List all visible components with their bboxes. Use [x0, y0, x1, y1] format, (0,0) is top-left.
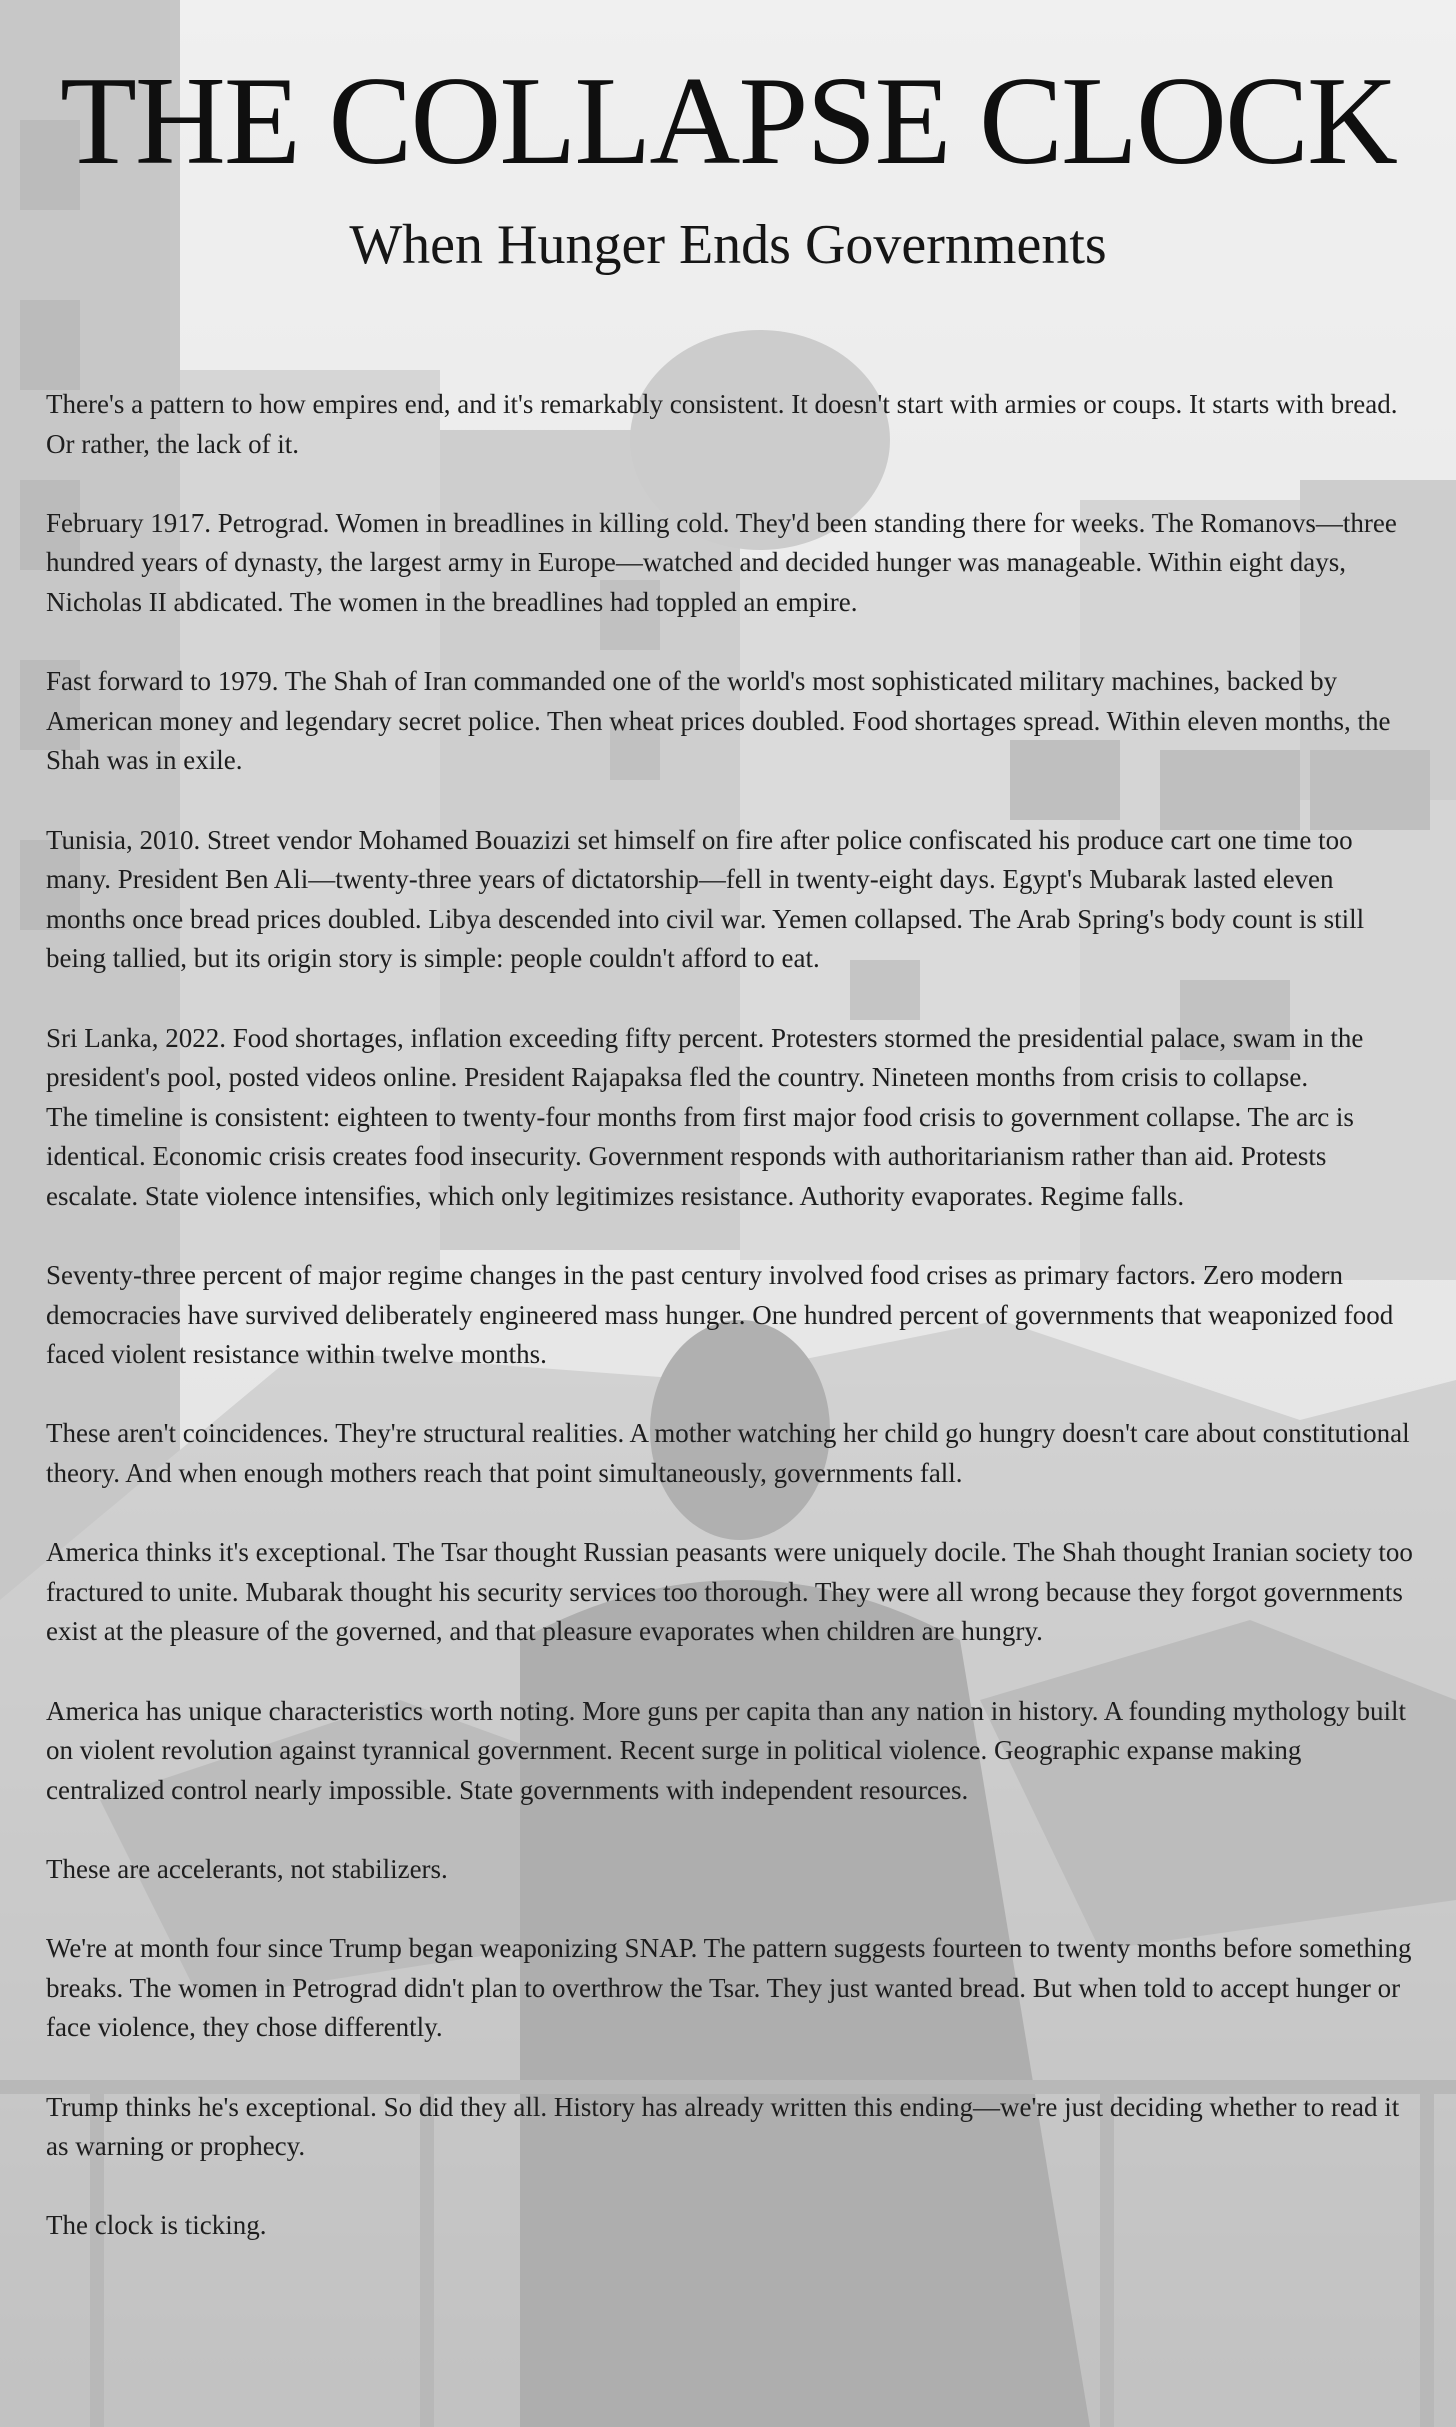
paragraph: The clock is ticking.: [46, 2210, 267, 2241]
paragraph: Sri Lanka, 2022. Food shortages, inflation exceeding fifty percent. Protesters stormed the presidential palace, swam in the president's pool, posted videos online. President Rajapaksa fled the country. Nineteen months from crisis to collapse.: [46, 1022, 1364, 1093]
paragraph: The timeline is consistent: eighteen to twenty-four months from first major food crisis to government collapse. The arc is identical. Economic crisis creates food insecurity. Government responds with authoritarianism rather than aid. Protests escalate. State violence intensifies, which only legitimizes resistance. Authority evaporates. Regime falls.: [46, 1101, 1354, 1211]
paragraph: America thinks it's exceptional. The Tsar thought Russian peasants were uniquely docile. The Shah thought Iranian society too fractured to unite. Mubarak thought his security services too thorough. They were all wrong because they forgot governments exist at the pleasure of the governed, and that pleasure evaporates when children are hungry.: [46, 1537, 1413, 1647]
paragraph: There's a pattern to how empires end, and it's remarkably consistent. It doesn't start with armies or coups. It starts with bread. Or rather, the lack of it.: [46, 389, 1398, 459]
paragraph: Trump thinks he's exceptional. So did they all. History has already written this ending—we're just deciding whether to read it as warning or prophecy.: [46, 2091, 1400, 2162]
paragraph: These are accelerants, not stabilizers.: [46, 1853, 448, 1884]
paragraph: Tunisia, 2010. Street vendor Mohamed Bouazizi set himself on fire after police confiscated his produce cart one time too many. President Ben Ali—twenty-three years of dictatorship—fell in twenty-eight days. Egypt's Mubarak lasted eleven months once bread prices doubled. Libya descended into civil war. Yemen collapsed. The Arab Spring's body count is still being tallied, but its origin story is simple: people couldn't afford to eat.: [46, 824, 1365, 974]
page-title: THE COLLAPSE CLOCK: [59, 52, 1397, 191]
paragraph: February 1917. Petrograd. Women in breadlines in killing cold. They'd been standing there for weeks. The Romanovs—three hundred years of dynasty, the largest army in Europe—watched and decided hunger was manageable. Within eight days, Nicholas II abdicated. The women in the breadlines had toppled an empire.: [46, 507, 1397, 617]
article-body: [46, 385, 1414, 2286]
paragraph: Seventy-three percent of major regime changes in the past century involved food crises as primary factors. Zero modern democracies have survived deliberately engineered mass hunger. One hundred percent of governments that weaponized food faced violent resistance within twelve months.: [46, 1260, 1394, 1370]
paragraph: America has unique characteristics worth noting. More guns per capita than any nation in history. A founding mythology built on violent revolution against tyrannical government. Recent surge in political violence. Geographic expanse making centralized control nearly impossible. State governments with independent resources.: [46, 1695, 1406, 1805]
paragraph: These aren't coincidences. They're structural realities. A mother watching her child go hungry doesn't care about constitutional theory. And when enough mothers reach that point simultaneously, governments fall.: [46, 1418, 1410, 1489]
page-subtitle: When Hunger Ends Governments: [349, 214, 1107, 276]
paragraph: We're at month four since Trump began weaponizing SNAP. The pattern suggests fourteen to twenty months before something breaks. The women in Petrograd didn't plan to overthrow the Tsar. They just wanted bread. But when told to accept hunger or face violence, they chose differently.: [46, 1933, 1412, 2043]
paragraph: Fast forward to 1979. The Shah of Iran commanded one of the world's most sophisticated military machines, backed by American money and legendary secret police. Then wheat prices doubled. Food shortages spread. Within eleven months, the Shah was in exile.: [46, 666, 1391, 776]
